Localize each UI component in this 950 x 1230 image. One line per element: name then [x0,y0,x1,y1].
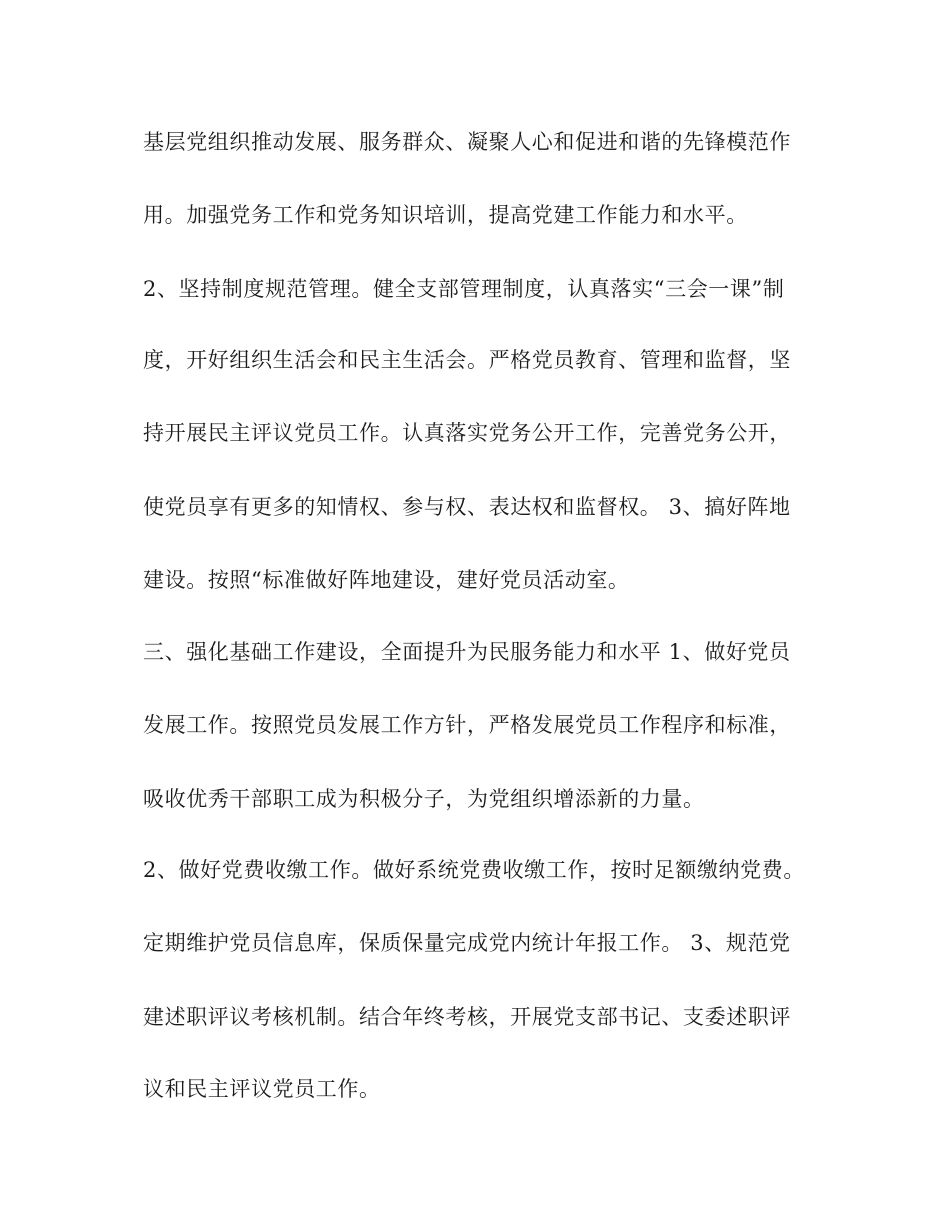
text-line: 建设。按照“标准做好阵地建设，建好党员活动室。 [143,568,630,592]
text-line: 发展工作。按照党员发展工作方针，严格发展党员工作程序和标准， [143,713,791,737]
text-line: 用。加强党务工作和党务知识培训，提高党建工作能力和水平。 [143,203,748,227]
text-line: 2、坚持制度规范管理。健全支部管理制度，认真落实“三会一课”制 [143,277,785,301]
text-line: 持开展民主评议党员工作。认真落实党务公开工作，完善党务公开， [143,421,791,445]
text-line: 议和民主评议党员工作。 [143,1077,381,1101]
text-line: 度，开好组织生活会和民主生活会。严格党员教育、管理和监督，坚 [143,348,791,372]
text-line: 使党员享有更多的知情权、参与权、表达权和监督权。 3、搞好阵地 [143,495,791,519]
text-line: 建述职评议考核机制。结合年终考核，开展党支部书记、支委述职评 [143,1005,791,1029]
text-line: 吸收优秀干部职工成为积极分子，为党组织增添新的力量。 [143,787,705,811]
text-line: 定期维护党员信息库，保质保量完成党内统计年报工作。 3、规范党 [143,931,791,955]
text-line: 三、强化基础工作建设，全面提升为民服务能力和水平 1、做好党员 [143,640,791,664]
text-line: 基层党组织推动发展、服务群众、凝聚人心和促进和谐的先锋模范作 [143,130,791,154]
text-line: 2、做好党费收缴工作。做好系统党费收缴工作，按时足额缴纳党费。 [143,858,805,882]
